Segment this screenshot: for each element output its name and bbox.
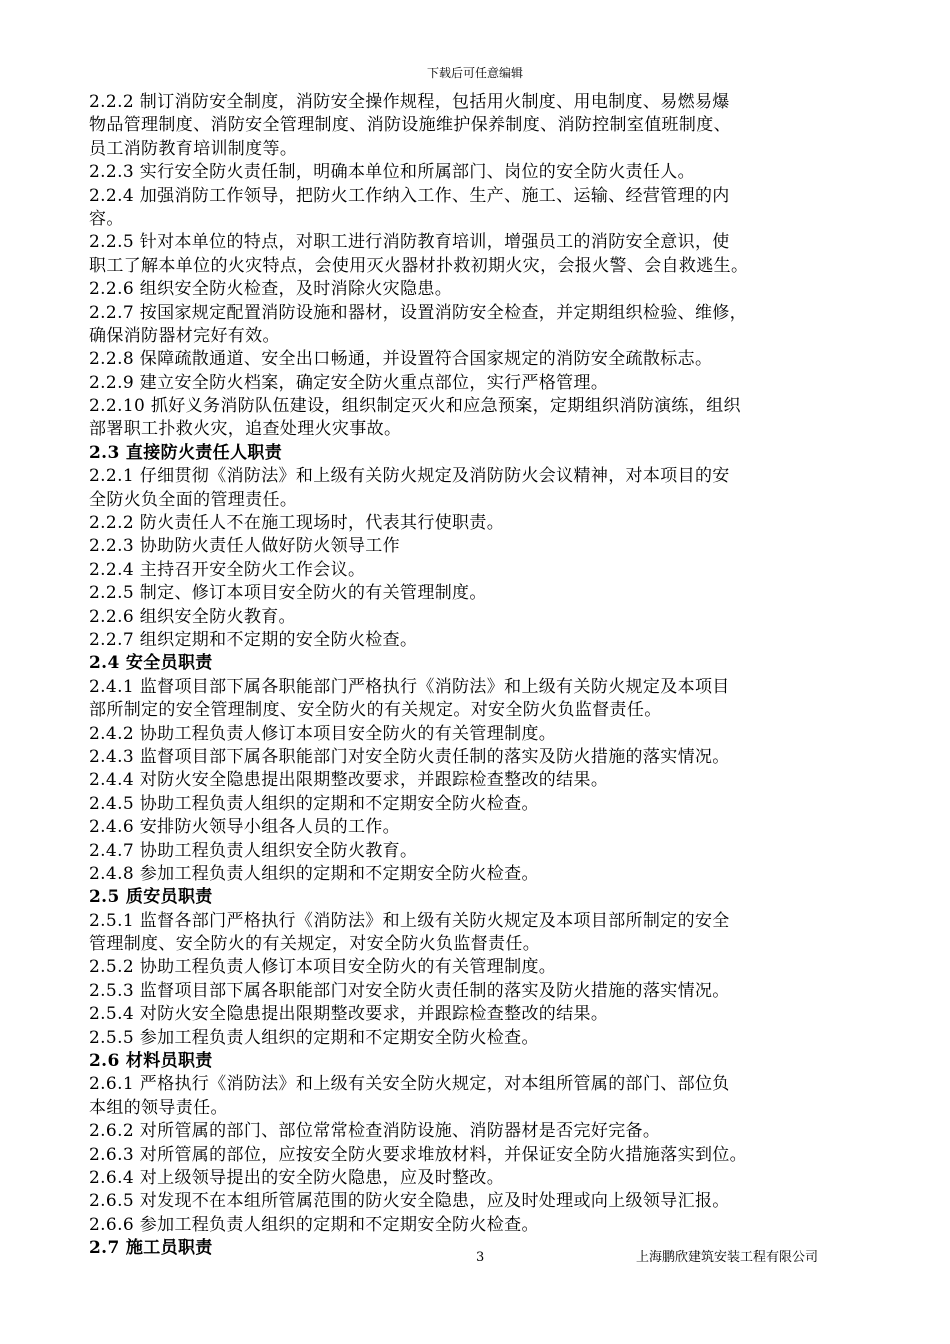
- text-line: 2.4.3 监督项目部下属各职能部门对安全防火责任制的落实及防火措施的落实情况。: [89, 746, 730, 767]
- text-line: 管理制度、安全防火的有关规定，对安全防火负监督责任。: [89, 934, 541, 955]
- text-line: 2.4.1 监督项目部下属各职能部门严格执行《消防法》和上级有关防火规定及本项目: [89, 676, 730, 697]
- text-line: 2.6.4 对上级领导提出的安全防火隐患，应及时整改。: [89, 1167, 505, 1188]
- text-line: 2.2.1 仔细贯彻《消防法》和上级有关防火规定及消防防火会议精神，对本项目的安: [89, 466, 730, 487]
- footer-company-name: 上海鹏欣建筑安装工程有限公司: [636, 1250, 819, 1265]
- text-line: 2.2.2 防火责任人不在施工现场时，代表其行使职责。: [89, 513, 505, 534]
- text-line: 2.5.3 监督项目部下属各职能部门对安全防火责任制的落实及防火措施的落实情况。: [89, 980, 730, 1001]
- text-line: 部所制定的安全管理制度、安全防火的有关规定。对安全防火负监督责任。: [89, 700, 662, 721]
- text-line: 2.4.7 协助工程负责人组织安全防火教育。: [89, 840, 418, 861]
- text-line: 2.2.7 按国家规定配置消防设施和器材，设置消防安全检查，并定期组织检验、维修，: [89, 302, 748, 323]
- text-line: 2.5.1 监督各部门严格执行《消防法》和上级有关防火规定及本项目部所制定的安全: [89, 910, 730, 931]
- text-line: 2.2.8 保障疏散通道、安全出口畅通，并设置符合国家规定的消防安全疏散标志。: [89, 349, 713, 370]
- section-heading: 2.6 材料员职责: [89, 1051, 213, 1072]
- text-line: 2.2.6 组织安全防火检查，及时消除火灾隐患。: [89, 279, 453, 300]
- text-line: 物品管理制度、消防安全管理制度、消防设施维护保养制度、消防控制室值班制度、: [89, 115, 731, 136]
- text-line: 确保消防器材完好有效。: [89, 325, 280, 346]
- text-line: 2.5.4 对防火安全隐患提出限期整改要求，并跟踪检查整改的结果。: [89, 1004, 609, 1025]
- text-line: 2.6.2 对所管属的部门、部位常常检查消防设施、消防器材是否完好完备。: [89, 1121, 661, 1142]
- text-line: 本组的领导责任。: [89, 1097, 228, 1118]
- text-line: 2.4.2 协助工程负责人修订本项目安全防火的有关管理制度。: [89, 723, 557, 744]
- text-line: 2.2.10 抓好义务消防队伍建设，组织制定灭火和应急预案，定期组织消防演练，组织: [89, 396, 741, 417]
- text-line: 部署职工扑救火灾，追查处理火灾事故。: [89, 419, 402, 440]
- text-line: 2.4.8 参加工程负责人组织的定期和不定期安全防火检查。: [89, 863, 539, 884]
- text-line: 2.4.5 协助工程负责人组织的定期和不定期安全防火检查。: [89, 793, 539, 814]
- text-line: 2.2.6 组织安全防火教育。: [89, 606, 296, 627]
- text-line: 2.2.3 协助防火责任人做好防火领导工作: [89, 536, 401, 557]
- text-line: 2.5.5 参加工程负责人组织的定期和不定期安全防火检查。: [89, 1027, 539, 1048]
- page-number: 3: [476, 1250, 485, 1265]
- text-line: 2.2.5 针对本单位的特点，对职工进行消防教育培训，增强员工的消防安全意识，使: [89, 232, 730, 253]
- text-line: 2.6.3 对所管属的部位，应按安全防火要求堆放材料，并保证安全防火措施落实到位。: [89, 1144, 748, 1165]
- text-line: 容。: [89, 208, 124, 229]
- text-line: 2.2.7 组织定期和不定期的安全防火检查。: [89, 629, 418, 650]
- page-header: 下载后可任意编辑: [426, 66, 523, 80]
- section-heading: 2.5 质安员职责: [89, 887, 213, 908]
- text-line: 员工消防教育培训制度等。: [89, 138, 298, 159]
- text-line: 2.4.4 对防火安全隐患提出限期整改要求，并跟踪检查整改的结果。: [89, 770, 609, 791]
- section-heading: 2.3 直接防火责任人职责: [89, 442, 283, 463]
- text-line: 2.2.4 主持召开安全防火工作会议。: [89, 559, 366, 580]
- section-heading: 2.4 安全员职责: [89, 653, 213, 674]
- text-line: 2.5.2 协助工程负责人修订本项目安全防火的有关管理制度。: [89, 957, 557, 978]
- text-line: 2.6.5 对发现不在本组所管属范围的防火安全隐患，应及时处理或向上级领导汇报。: [89, 1191, 730, 1212]
- text-line: 2.2.4 加强消防工作领导，把防火工作纳入工作、生产、施工、运输、经营管理的内: [89, 185, 730, 206]
- text-line: 2.2.2 制订消防安全制度，消防安全操作规程，包括用火制度、用电制度、易燃易爆: [89, 92, 730, 112]
- text-line: 全防火负全面的管理责任。: [89, 489, 298, 510]
- text-line: 2.2.5 制定、修订本项目安全防火的有关管理制度。: [89, 583, 487, 604]
- text-line: 2.2.9 建立安全防火档案，确定安全防火重点部位，实行严格管理。: [89, 372, 609, 393]
- text-line: 2.6.1 严格执行《消防法》和上级有关安全防火规定，对本组所管属的部门、部位负: [89, 1074, 730, 1095]
- text-line: 2.4.6 安排防火领导小组各人员的工作。: [89, 817, 401, 838]
- text-line: 2.2.3 实行安全防火责任制，明确本单位和所属部门、岗位的安全防火责任人。: [89, 162, 695, 183]
- text-line: 职工了解本单位的火灾特点，会使用灭火器材扑救初期火灾，会报火警、会自救逃生。: [89, 255, 749, 276]
- text-line: 2.6.6 参加工程负责人组织的定期和不定期安全防火检查。: [89, 1214, 539, 1235]
- section-heading: 2.7 施工员职责: [89, 1238, 213, 1259]
- document-body: [89, 91, 879, 1261]
